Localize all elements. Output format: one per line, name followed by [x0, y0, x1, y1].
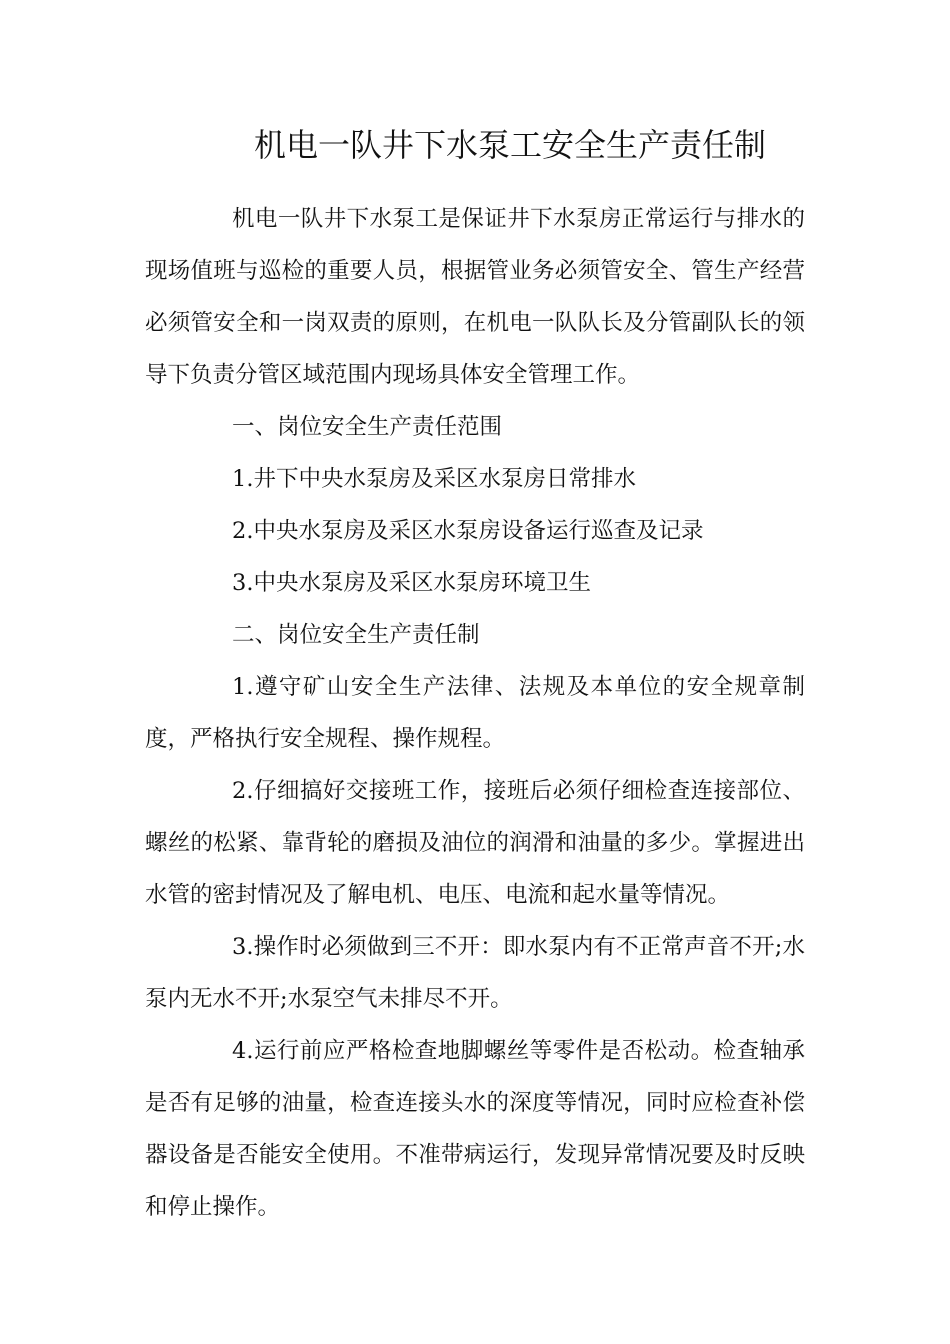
- paragraph-line: 2.中央水泵房及采区水泵房设备运行巡查及记录: [232, 518, 704, 544]
- document-title: 机电一队井下水泵工安全生产责任制: [253, 126, 766, 164]
- paragraph-line: 现场值班与巡检的重要人员，根据管业务必须管安全、管生产经营: [145, 258, 805, 284]
- paragraph: [145, 1025, 805, 1233]
- paragraph-line: 必须管安全和一岗双责的原则，在机电一队队长及分管副队长的领: [145, 310, 805, 336]
- paragraph: [145, 193, 805, 401]
- paragraph-line: 导下负责分管区域范围内现场具体安全管理工作。: [145, 362, 641, 388]
- paragraph: [145, 505, 805, 557]
- paragraph-line: 2.仔细搞好交接班工作，接班后必须仔细检查连接部位、: [232, 778, 805, 804]
- paragraph-line: 是否有足够的油量，检查连接头水的深度等情况，同时应检查补偿: [145, 1090, 805, 1116]
- paragraph: [145, 401, 805, 453]
- paragraph: [145, 765, 805, 921]
- paragraph-line: 4.运行前应严格检查地脚螺丝等零件是否松动。检查轴承: [232, 1038, 805, 1064]
- paragraph: [145, 921, 805, 1025]
- paragraph: [145, 661, 805, 765]
- paragraph-line: 1.井下中央水泵房及采区水泵房日常排水: [232, 466, 636, 492]
- paragraph-line: 器设备是否能安全使用。不准带病运行，发现异常情况要及时反映: [145, 1142, 805, 1168]
- paragraph-line: 一、岗位安全生产责任范围: [232, 414, 503, 440]
- paragraph-line: 度，严格执行安全规程、操作规程。: [145, 726, 506, 752]
- paragraph-line: 和停止操作。: [145, 1194, 281, 1220]
- paragraph-line: 机电一队井下水泵工是保证井下水泵房正常运行与排水的: [232, 206, 805, 232]
- paragraph: [145, 609, 805, 661]
- paragraph-line: 3.操作时必须做到三不开：即水泵内有不正常声音不开;水: [232, 934, 805, 960]
- paragraph-line: 水管的密封情况及了解电机、电压、电流和起水量等情况。: [145, 882, 731, 908]
- paragraph-line: 螺丝的松紧、靠背轮的磨损及油位的润滑和油量的多少。掌握进出: [145, 830, 805, 856]
- paragraph-line: 泵内无水不开;水泵空气未排尽不开。: [145, 986, 513, 1012]
- paragraph: [145, 557, 805, 609]
- paragraph-line: 1.遵守矿山安全生产法律、法规及本单位的安全规章制: [232, 674, 805, 700]
- document-body: [145, 193, 805, 1233]
- paragraph-line: 二、岗位安全生产责任制: [232, 622, 480, 648]
- paragraph-line: 3.中央水泵房及采区水泵房环境卫生: [232, 570, 591, 596]
- paragraph: [145, 453, 805, 505]
